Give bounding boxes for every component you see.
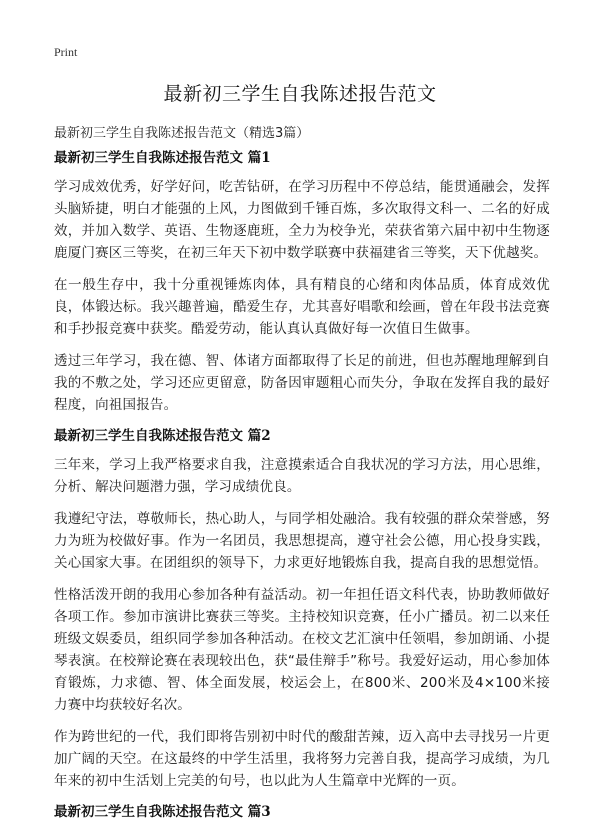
section-heading: 最新初三学生自我陈述报告范文 篇2 [54,428,271,444]
section-2 [54,426,550,792]
section-3 [54,802,550,822]
paragraph: 性格活泼开朗的我用心参加各种有益活动。初一年担任语文科代表，协助教师做好各项工作。参加市演讲比赛获三等奖。主持校知识竞赛，任小广播员。初二以来任班级文娱委员，组织同学参加各种活动。在校文艺汇演中任领唱，参加朗诵、小提琴表演。在校辩论赛在表现较出色，获“最佳辩手”称号。我爱好运动，用心参加体育锻炼，力求德、智、体全面发展，校运会上，在800米、200米及4×100米接力赛中均获较好名次。 [54,587,550,713]
paragraph: 学习成效优秀，好学好问，吃苦钻研，在学习历程中不停总结，能贯通融会，发挥头脑矫捷，明白才能强的上风，力图做到千锤百炼，多次取得文科一、二名的好成效，并加入数学、英语、生物逐鹿班，全力为校争光，荣获省第六届中初中生物逐鹿厦门赛区三等奖，在初三年天下初中数学联赛中获福建省三等奖，天下优越奖。 [54,179,550,261]
paragraph: 三年来，学习上我严格要求自我，注意摸索适合自我状况的学习方法，用心思维，分析、解决问题潜力强，学习成绩优良。 [54,457,550,495]
section-1 [54,148,550,416]
paragraph: 透过三年学习，我在德、智、体诸方面都取得了长足的前进，但也苏醒地理解到自我的不敷之处，学习还应更留意，防备因审题粗心而失分，争取在发挥自我的最好程度，向祖国报告。 [54,353,550,413]
document-subtitle: 最新初三学生自我陈述报告范文（精选3篇） [54,126,310,141]
paragraph: 作为跨世纪的一代，我们即将告别初中时代的酸甜苦辣，迈入高中去寻找另一片更加广阔的天空。在这最终的中学生活里，我将努力完善自我，提高学习成绩，为几年来的初中生活划上完美的句号，也以此为人生篇章中光辉的一页。 [54,729,550,789]
document-body [54,148,550,830]
print-label: Print [54,45,78,59]
section-heading: 最新初三学生自我陈述报告范文 篇3 [54,804,271,820]
paragraph: 我遵纪守法，尊敬师长，热心助人，与同学相处融洽。我有较强的群众荣誉感，努力为班为校做好事。作为一名团员，我思想提高，遵守社会公德，用心投身实践，关心国家大事。在团组织的领导下，力求更好地锻炼自我，提高自我的思想觉悟。 [54,511,550,571]
paragraph: 在一般生存中，我十分重视锤炼肉体，具有精良的心绪和肉体品质，体育成效优良，体锻达标。我兴趣普遍，酷爱生存，尤其喜好唱歌和绘画，曾在年段书法竞赛和手抄报竞赛中获奖。酷爱劳动，能认真认真做好每一次值日生做事。 [54,277,550,337]
section-heading: 最新初三学生自我陈述报告范文 篇1 [54,150,271,166]
document-title: 最新初三学生自我陈述报告范文 [163,83,437,105]
